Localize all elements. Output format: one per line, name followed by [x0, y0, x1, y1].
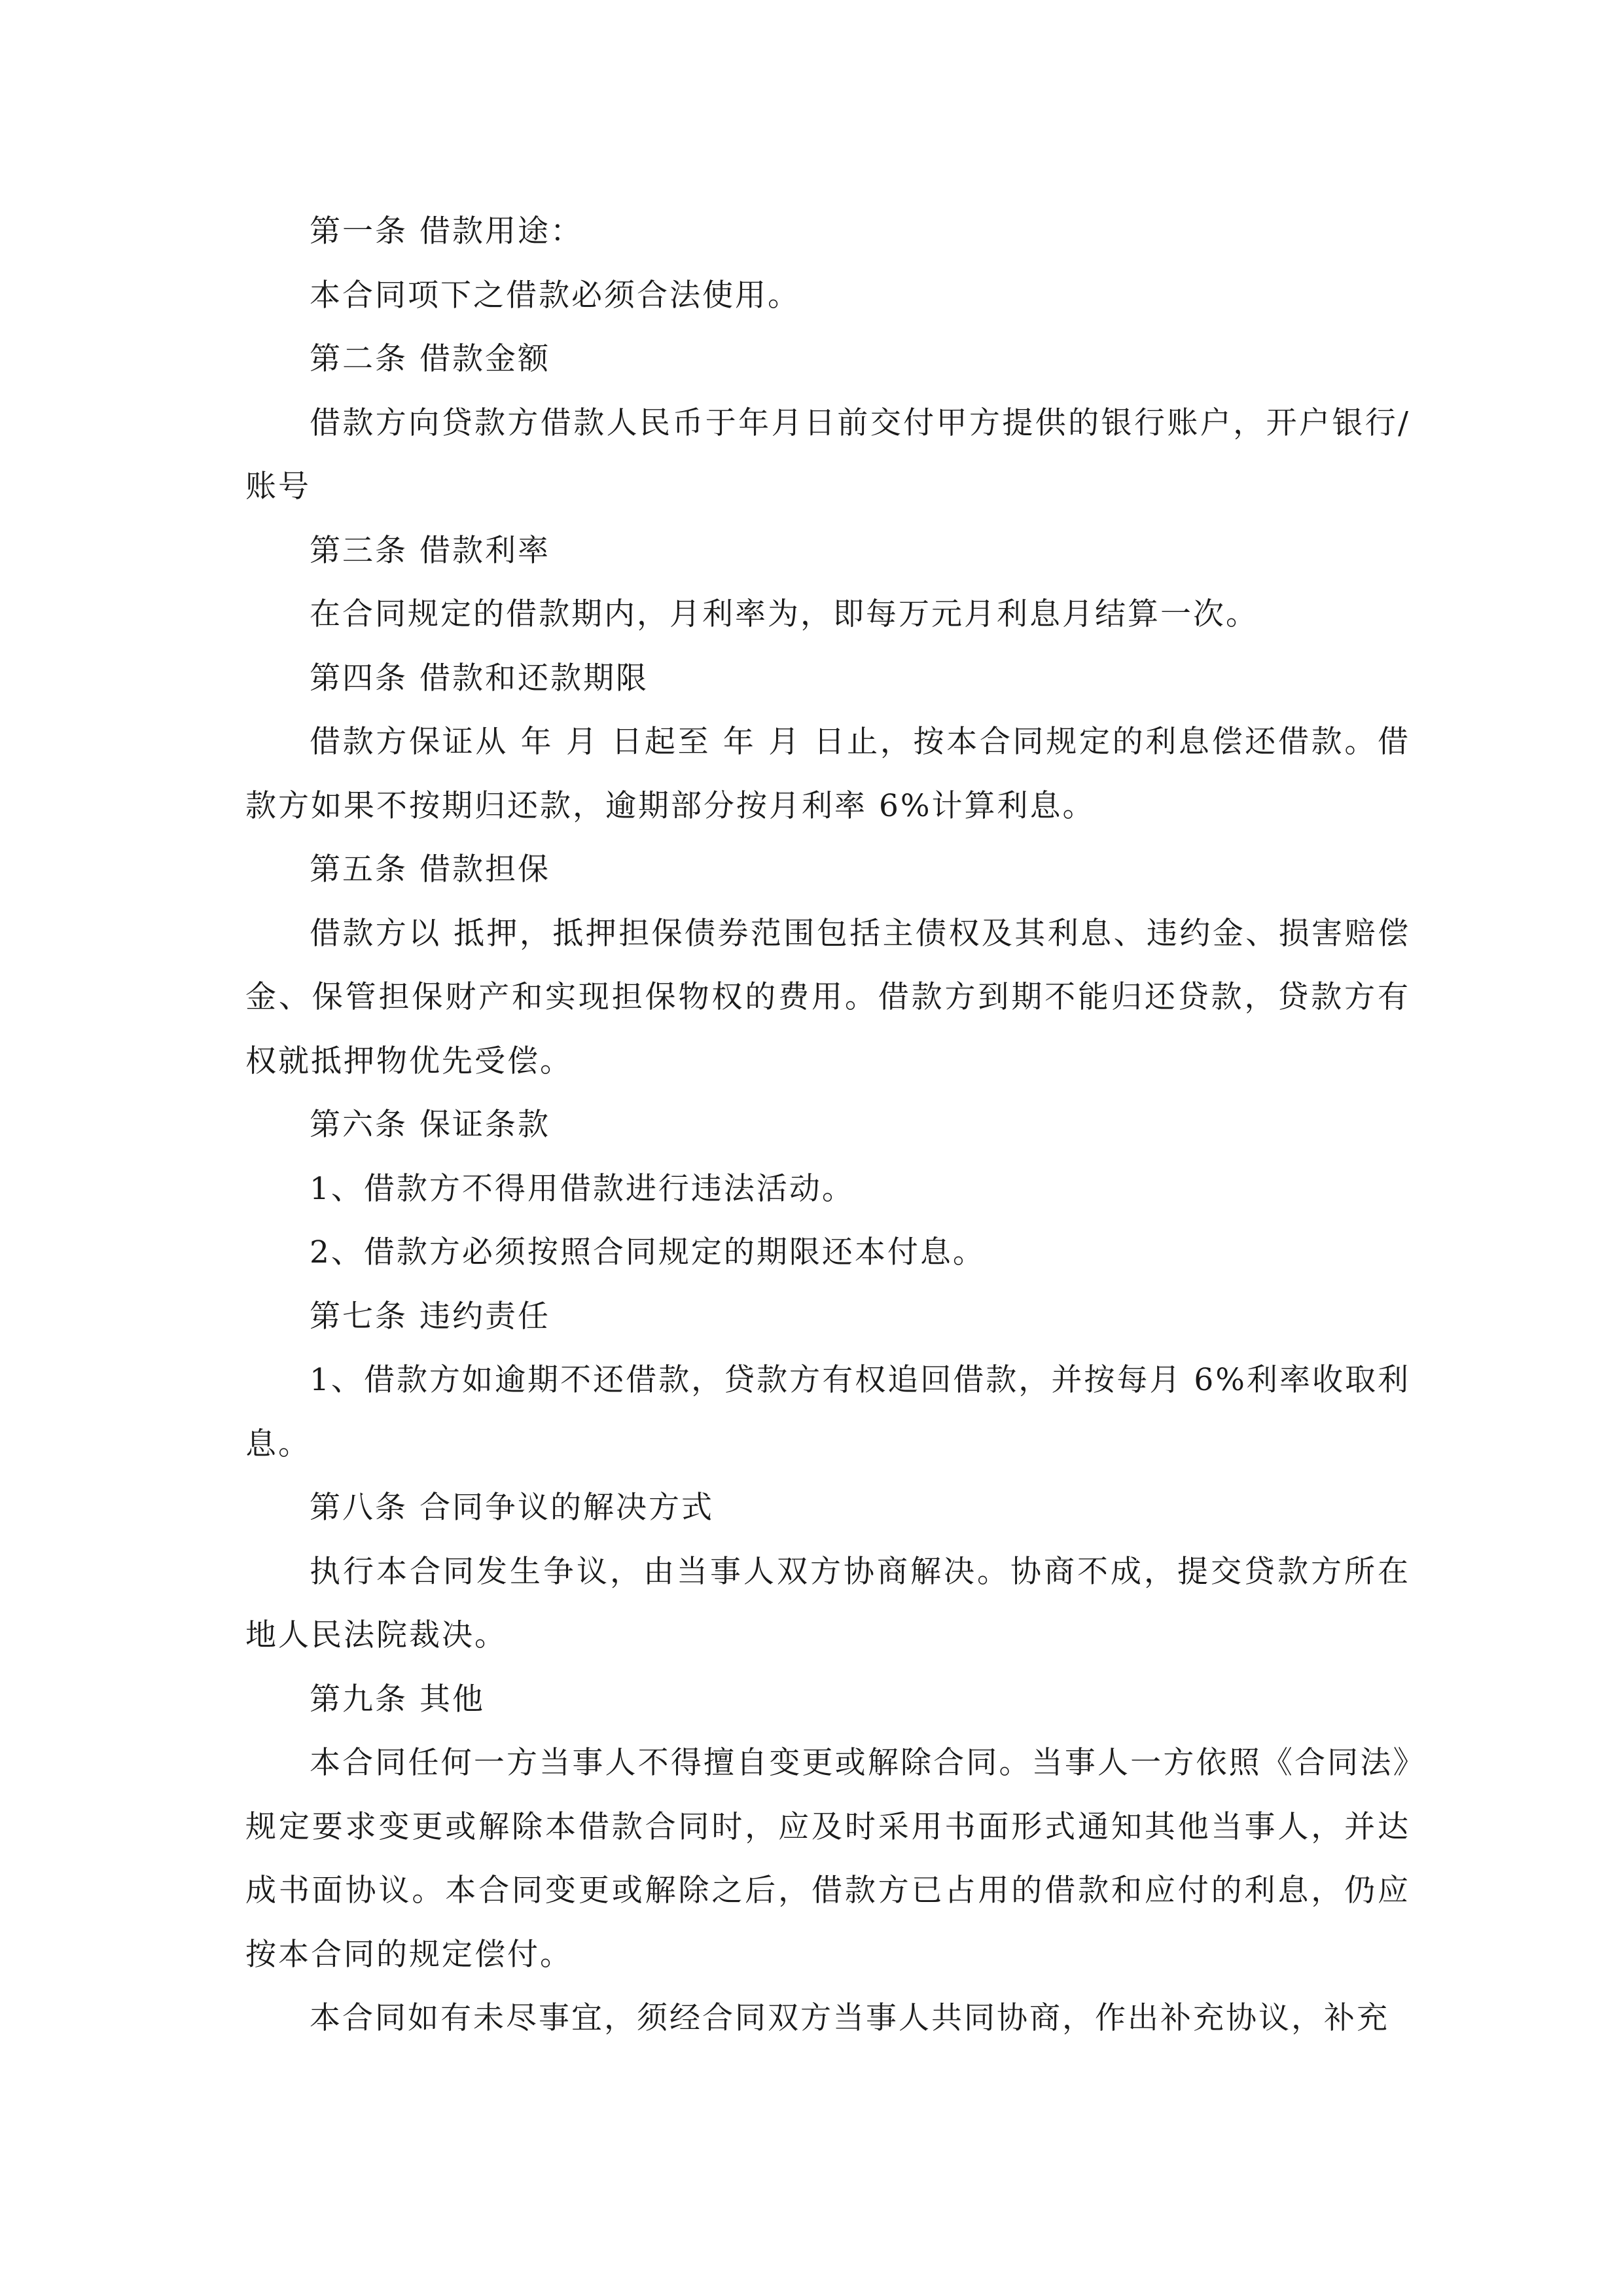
article-3-heading: 第三条 借款利率: [310, 532, 550, 569]
article-5-text: 借款方以 抵押，抵押担保债券范围包括主债权及其利息、违约金、损害赔偿金、保管担保财产和实现担保物权的费用。借款方到期不能归还贷款，贷款方有权就抵押物优先受偿。: [245, 915, 1410, 1079]
article-4-heading: 第四条 借款和还款期限: [310, 660, 649, 696]
article-9-heading: 第九条 其他: [310, 1681, 485, 1717]
article-6-heading: 第六条 保证条款: [310, 1107, 550, 1143]
document-body: [245, 200, 1410, 2051]
article-7-heading: 第七条 违约责任: [310, 1298, 550, 1335]
article-8-text: 执行本合同发生争议，由当事人双方协商解决。协商不成，提交贷款方所在地人民法院裁决。: [245, 1553, 1410, 1653]
article-8-heading: 第八条 合同争议的解决方式: [310, 1490, 714, 1526]
article-3-text: 在合同规定的借款期内，月利率为，即每万元月利息月结算一次。: [310, 596, 1258, 632]
article-6-item-2: 2、借款方必须按照合同规定的期限还本付息。: [310, 1234, 986, 1270]
article-2-text: 借款方向贷款方借款人民币于年月日前交付甲方提供的银行账户，开户银行/账号: [245, 404, 1410, 505]
article-9-text-2: 本合同如有未尽事宜，须经合同双方当事人共同协商，作出补充协议，补充: [310, 2000, 1389, 2036]
article-9-text-1: 本合同任何一方当事人不得擅自变更或解除合同。当事人一方依照《合同法》规定要求变更或解除本借款合同时，应及时采用书面形式通知其他当事人，并达成书面协议。本合同变更或解除之后，借款方已占用的借款和应付的利息，仍应按本合同的规定偿付。: [245, 1745, 1410, 1973]
article-2-heading: 第二条 借款金额: [310, 341, 550, 377]
article-6-item-1: 1、借款方不得用借款进行违法活动。: [310, 1170, 855, 1207]
article-7-item-1: 1、借款方如逾期不还借款，贷款方有权追回借款，并按每月 6%利率收取利息。: [245, 1362, 1410, 1462]
article-5-heading: 第五条 借款担保: [310, 852, 550, 888]
article-1-text: 本合同项下之借款必须合法使用。: [310, 277, 800, 314]
article-1-heading: 第一条 借款用途：: [310, 213, 583, 249]
article-4-text: 借款方保证从 年 月 日起至 年 月 日止，按本合同规定的利息偿还借款。借款方如果不按期归还款，逾期部分按月利率 6%计算利息。: [245, 724, 1410, 824]
